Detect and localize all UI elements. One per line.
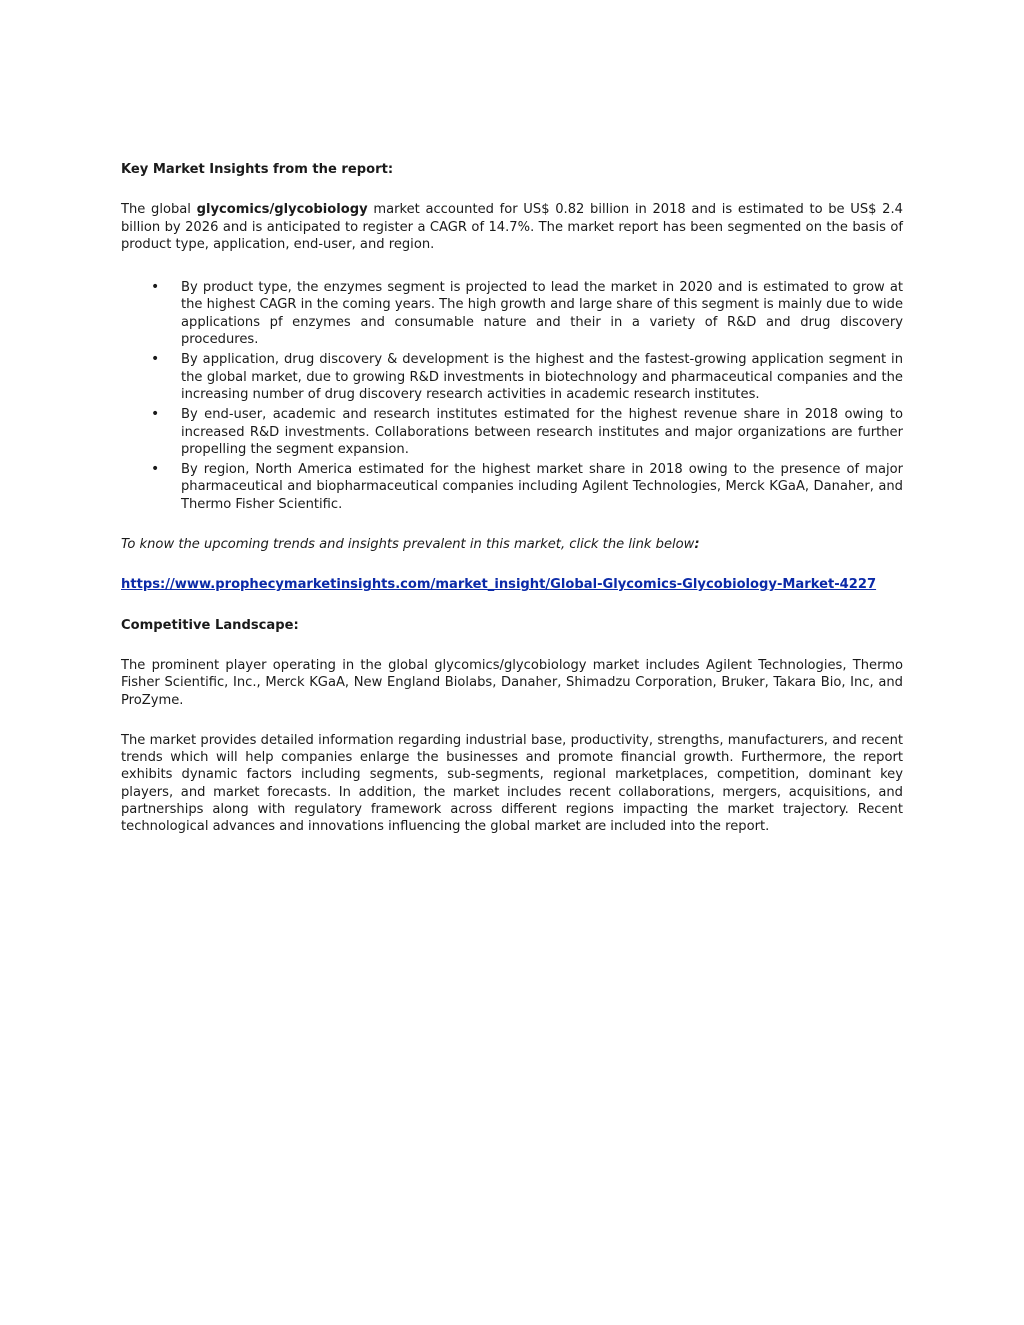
intro-paragraph (121, 201, 903, 253)
bullet-icon: • (151, 351, 160, 368)
competitive-paragraph-1: The prominent player operating in the global glycomics/glycobiology market includes Agilent Technologies, Thermo Fisher Scientific, Inc., Merck KGaA, New England Biolabs, Danaher, Shimadzu Corporation, Bruker, Takara Bio, Inc, and ProZyme. (121, 657, 903, 708)
document-page (121, 161, 903, 836)
intro-bold-term: glycomics/glycobiology (196, 202, 368, 218)
cta-text: To know the upcoming trends and insights prevalent in this market, click the link below (121, 537, 695, 553)
intro-suffix: market accounted for US$ 0.82 billion in 2018 and is estimated to be US$ 2.4 billion by 2026 and is anticipated to register a CAGR of 14.7%. The market report has been segmented on the basis of product type, application, end-user, and region. (121, 202, 903, 252)
key-insights-heading: Key Market Insights from the report: (121, 162, 394, 177)
bullet-icon: • (151, 279, 160, 296)
competitive-paragraph-2: The market provides detailed information regarding industrial base, productivity, strengths, manufacturers, and recent trends which will help companies enlarge the businesses and promote financial growth. Furthermore, the report exhibits dynamic factors including segments, sub-segments, regional marketplaces, competition, dominant key players, and market forecasts. In addition, the market includes recent collaborations, mergers, acquisitions, and partnerships along with regulatory framework across different regions impacting the market trajectory. Recent technological advances and innovations influencing the global market are included into the report. (121, 732, 903, 835)
list-item (121, 279, 903, 348)
insights-bullet-list (121, 279, 903, 513)
intro-prefix: The global (121, 202, 197, 218)
list-item (121, 406, 903, 458)
bullet-text: By end-user, academic and research institutes estimated for the highest revenue share in 2018 owing to increased R&D investments. Collaborations between research institutes and major organizations are further propelling the segment expansion. (181, 407, 903, 457)
list-item (121, 461, 903, 513)
bullet-text: By region, North America estimated for the highest market share in 2018 owing to the presence of major pharmaceutical and biopharmaceutical companies including Agilent Technologies, Merck KGaA, Danaher, and Thermo Fisher Scientific. (181, 462, 903, 512)
cta-paragraph (121, 536, 903, 553)
link-paragraph (121, 576, 903, 593)
report-link[interactable]: https://www.prophecymarketinsights.com/market_insight/Global-Glycomics-Glycobiology-Market-4227 (121, 577, 877, 593)
bullet-icon: • (151, 461, 160, 478)
bullet-text: By product type, the enzymes segment is projected to lead the market in 2020 and is estimated to grow at the highest CAGR in the coming years. The high growth and large share of this segment is mainly due to wide applications pf enzymes and consumable nature and their in a variety of R&D and drug discovery procedures. (181, 280, 903, 348)
cta-colon: : (694, 537, 700, 553)
competitive-landscape-heading: Competitive Landscape: (121, 617, 299, 633)
bullet-text: By application, drug discovery & development is the highest and the fastest-growing application segment in the global market, due to growing R&D investments in biotechnology and pharmaceutical companies and the increasing number of drug discovery research activities in academic research institutes. (181, 352, 903, 402)
list-item (121, 351, 903, 403)
bullet-icon: • (151, 406, 160, 423)
